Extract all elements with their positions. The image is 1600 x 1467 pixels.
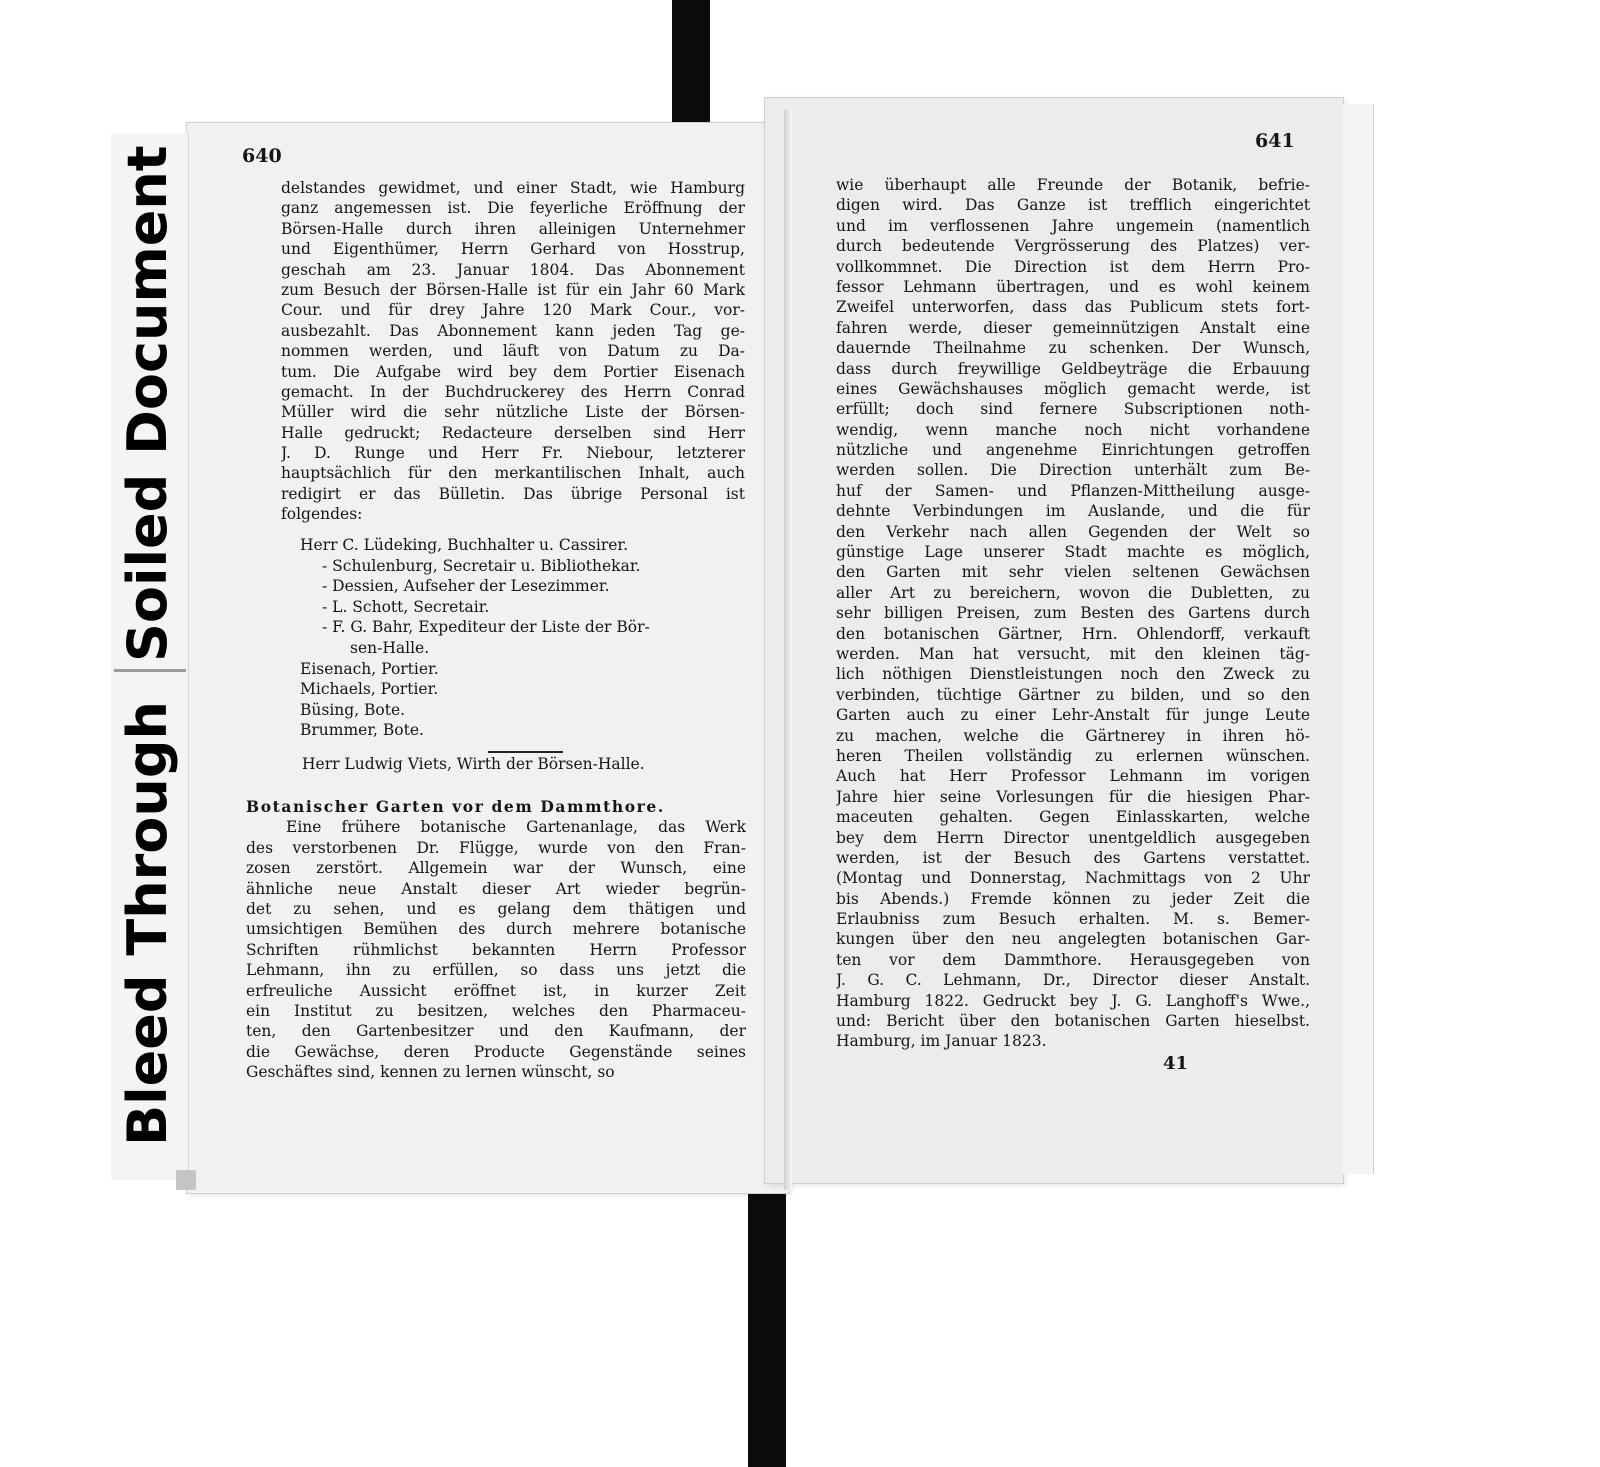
text-line: fahren werde, dieser gemeinnützigen Anstalt eine: [836, 318, 1310, 337]
text-line: redigirt er das Bülletin. Das übrige Personal ist: [281, 484, 745, 503]
text-line: des verstorbenen Dr. Flügge, wurde von den Fran-: [246, 838, 746, 857]
text-line: Hamburg, im Januar 1823.: [836, 1032, 1047, 1051]
text-line: ein Institut zu besitzen, welches den Pharmaceu-: [246, 1001, 746, 1020]
gray-marker: [176, 1170, 196, 1190]
text-line: und Eigenthümer, Herrn Gerhard von Hosstrup,: [281, 240, 745, 259]
text-line: fessor Lehmann übertragen, und es wohl keinem: [836, 277, 1310, 296]
text-line: werden. Man hat versucht, mit den kleinen täg-: [836, 644, 1310, 663]
text-line: bis Abends.) Fremde können zu jeder Zeit die: [836, 889, 1310, 908]
right-page-text: [836, 175, 1310, 1052]
text-line: gemacht. In der Buchdruckerey des Herrn Conrad: [281, 382, 745, 401]
text-line: Jahre hier seine Vorlesungen für die hiesigen Phar-: [836, 787, 1310, 806]
text-line: verbinden, tüchtige Gärtner zu bilden, und so den: [836, 685, 1310, 704]
text-line: erfüllt; doch sind fernere Subscriptionen noth-: [836, 400, 1310, 419]
text-line: kungen über den neu angelegten botanischen Gar-: [836, 930, 1310, 949]
staff-entry: Eisenach, Portier.: [300, 659, 439, 678]
text-line: tum. Die Aufgabe wird bey dem Portier Eisenach: [281, 362, 745, 381]
text-line: Lehmann, ihn zu erfüllen, so dass uns jetzt die: [246, 961, 746, 980]
staff-entry: Brummer, Bote.: [300, 721, 424, 740]
text-line: Garten auch zu einer Lehr-Anstalt für junge Leute: [836, 706, 1310, 725]
text-line: den botanischen Gärtner, Hrn. Ohlendorff, verkauft: [836, 624, 1310, 643]
staff-entry: - L. Schott, Secretair.: [322, 597, 490, 616]
text-line: maceuten gehalten. Gegen Einlasskarten, welche: [836, 808, 1310, 827]
text-line: folgendes:: [281, 505, 363, 524]
text-line: wendig, wenn manche noch nicht vorhandene: [836, 420, 1310, 439]
text-line: digen wird. Das Ganze ist trefflich eingerichtet: [836, 196, 1310, 215]
text-line: ten, den Gartenbesitzer und den Kaufmann, der: [246, 1022, 746, 1041]
text-line: dauernde Theilnahme zu schenken. Der Wunsch,: [836, 339, 1310, 358]
left-top-paragraph: [281, 178, 745, 525]
text-line: lich nöthigen Dienstleistungen noch den Zweck zu: [836, 665, 1310, 684]
text-line: delstandes gewidmet, und einer Stadt, wie Hamburg: [281, 179, 745, 197]
text-line: dass durch freywillige Geldbeyträge die Erbauung: [836, 359, 1310, 378]
section-rule: [488, 751, 563, 753]
text-line: dehnte Verbindungen im Auslande, und die für: [836, 502, 1310, 521]
text-line: hauptsächlich für den merkantilischen Inhalt, auch: [281, 464, 745, 483]
right-page-number: 641: [1255, 130, 1295, 152]
text-line: Zweifel unterworfen, dass das Publicum stets fort-: [836, 298, 1310, 317]
text-line: durch bedeutende Vergrösserung des Platzes) ver-: [836, 237, 1310, 256]
text-line: und: Bericht über den botanischen Garten hieselbst.: [836, 1012, 1310, 1031]
signature-mark: 41: [1163, 1053, 1189, 1074]
text-line: günstige Lage unserer Stadt machte es möglich,: [836, 543, 1310, 562]
text-line: umsichtigen Bemühen des durch mehrere botanische: [246, 920, 746, 939]
text-line: Erlaubniss zum Besuch erhalten. M. s. Bemer-: [836, 910, 1310, 929]
text-line: zu machen, welche die Gärtnerey in ihren hö-: [836, 726, 1310, 745]
soiled-document-stamp: Soiled Document: [116, 145, 179, 662]
text-line: (Montag und Donnerstag, Nachmittags von 2 Uhr: [836, 869, 1310, 888]
text-line: Eine frühere botanische Gartenanlage, das Werk: [286, 818, 746, 837]
text-line: bey dem Herrn Director unentgeldlich ausgegeben: [836, 828, 1310, 847]
text-line: Müller wird die sehr nützliche Liste der Börsen-: [281, 403, 745, 422]
text-line: huf der Samen- und Pflanzen-Mittheilung ausge-: [836, 481, 1310, 500]
text-line: sehr billigen Preisen, zum Besten des Gartens durch: [836, 604, 1310, 623]
text-line: nützliche und angenehme Einrichtungen getroffen: [836, 441, 1310, 460]
staff-entry: - Schulenburg, Secretair u. Bibliothekar.: [322, 556, 641, 575]
text-line: aller Art zu bereichern, wovon die Dubletten, zu: [836, 583, 1310, 602]
staff-entry: - Dessien, Aufseher der Lesezimmer.: [322, 577, 610, 596]
binding-tape-top: [672, 0, 710, 135]
text-line: det zu sehen, und es gelang dem thätigen und: [246, 899, 746, 918]
staff-entry: sen-Halle.: [350, 638, 430, 657]
text-line: Auch hat Herr Professor Lehmann im vorigen: [836, 767, 1310, 786]
stamp-divider: [114, 669, 186, 672]
text-line: werden, ist der Besuch des Gartens verstattet.: [836, 848, 1310, 867]
staff-list: [300, 535, 745, 741]
text-line: Geschäftes sind, kennen zu lernen wünscht, so: [246, 1063, 615, 1082]
text-line: vollkommnet. Die Direction ist dem Herrn Pro-: [836, 257, 1310, 276]
text-line: J. D. Runge und Herr Fr. Niebour, letzterer: [281, 444, 745, 463]
text-line: zum Besuch der Börsen-Halle ist für ein Jahr 60 Mark: [281, 280, 745, 299]
text-line: geschah am 23. Januar 1804. Das Abonnement: [281, 260, 745, 279]
text-line: heren Theilen vollständig zu erlernen wünschen.: [836, 746, 1310, 765]
text-line: Börsen-Halle durch ihren alleinigen Unternehmer: [281, 219, 745, 238]
text-line: Cour. und für drey Jahre 120 Mark Cour., vor-: [281, 301, 745, 320]
text-line: Schriften rühmlichst bekannten Herrn Professor: [246, 940, 746, 959]
botanical-garden-section: [246, 797, 746, 1082]
text-line: und im verflossenen Jahre ungemein (namentlich: [836, 216, 1310, 235]
section-heading: Botanischer Garten vor dem Dammthore.: [246, 797, 665, 816]
bleed-through-stamp: Bleed Through: [116, 701, 179, 1146]
text-line: Hamburg 1822. Gedruckt bey J. G. Langhoff's Wwe.,: [836, 991, 1310, 1010]
text-line: die Gewächse, deren Producte Gegenstände seines: [246, 1042, 746, 1061]
text-line: ausbezahlt. Das Abonnement kann jeden Tag ge-: [281, 321, 745, 340]
staff-entry: Büsing, Bote.: [300, 700, 406, 719]
staff-entry: - F. G. Bahr, Expediteur der Liste der Bör-: [322, 618, 650, 637]
text-line: J. G. C. Lehmann, Dr., Director dieser Anstalt.: [836, 971, 1310, 990]
text-line: zosen zerstört. Allgemein war der Wunsch, eine: [246, 859, 746, 878]
host-line: Herr Ludwig Viets, Wirth der Börsen-Halle.: [302, 755, 645, 773]
text-line: Halle gedruckt; Redacteure derselben sind Herr: [281, 423, 745, 442]
left-page-number: 640: [242, 145, 282, 167]
text-line: wie überhaupt alle Freunde der Botanik, befrie-: [836, 176, 1310, 194]
binding-tape-bottom: [748, 1175, 786, 1467]
text-line: nommen werden, und läuft von Datum zu Da-: [281, 342, 745, 361]
staff-entry: Herr C. Lüdeking, Buchhalter u. Cassirer.: [300, 536, 629, 554]
text-line: eines Gewächshauses möglich gemacht werde, ist: [836, 379, 1310, 398]
text-line: ten vor dem Dammthore. Herausgegeben von: [836, 950, 1310, 969]
text-line: den Garten mit sehr vielen seltenen Gewächsen: [836, 563, 1310, 582]
book-gutter: [784, 110, 792, 1190]
text-line: ähnliche neue Anstalt dieser Art wieder begrün-: [246, 879, 746, 898]
text-line: ganz angemessen ist. Die feyerliche Eröffnung der: [281, 199, 745, 218]
staff-entry: Michaels, Portier.: [300, 680, 439, 699]
text-line: erfreuliche Aussicht eröffnet ist, in kurzer Zeit: [246, 981, 746, 1000]
text-line: den Verkehr nach allen Gegenden der Welt so: [836, 522, 1310, 541]
text-line: werden sollen. Die Direction unterhält zum Be-: [836, 461, 1310, 480]
